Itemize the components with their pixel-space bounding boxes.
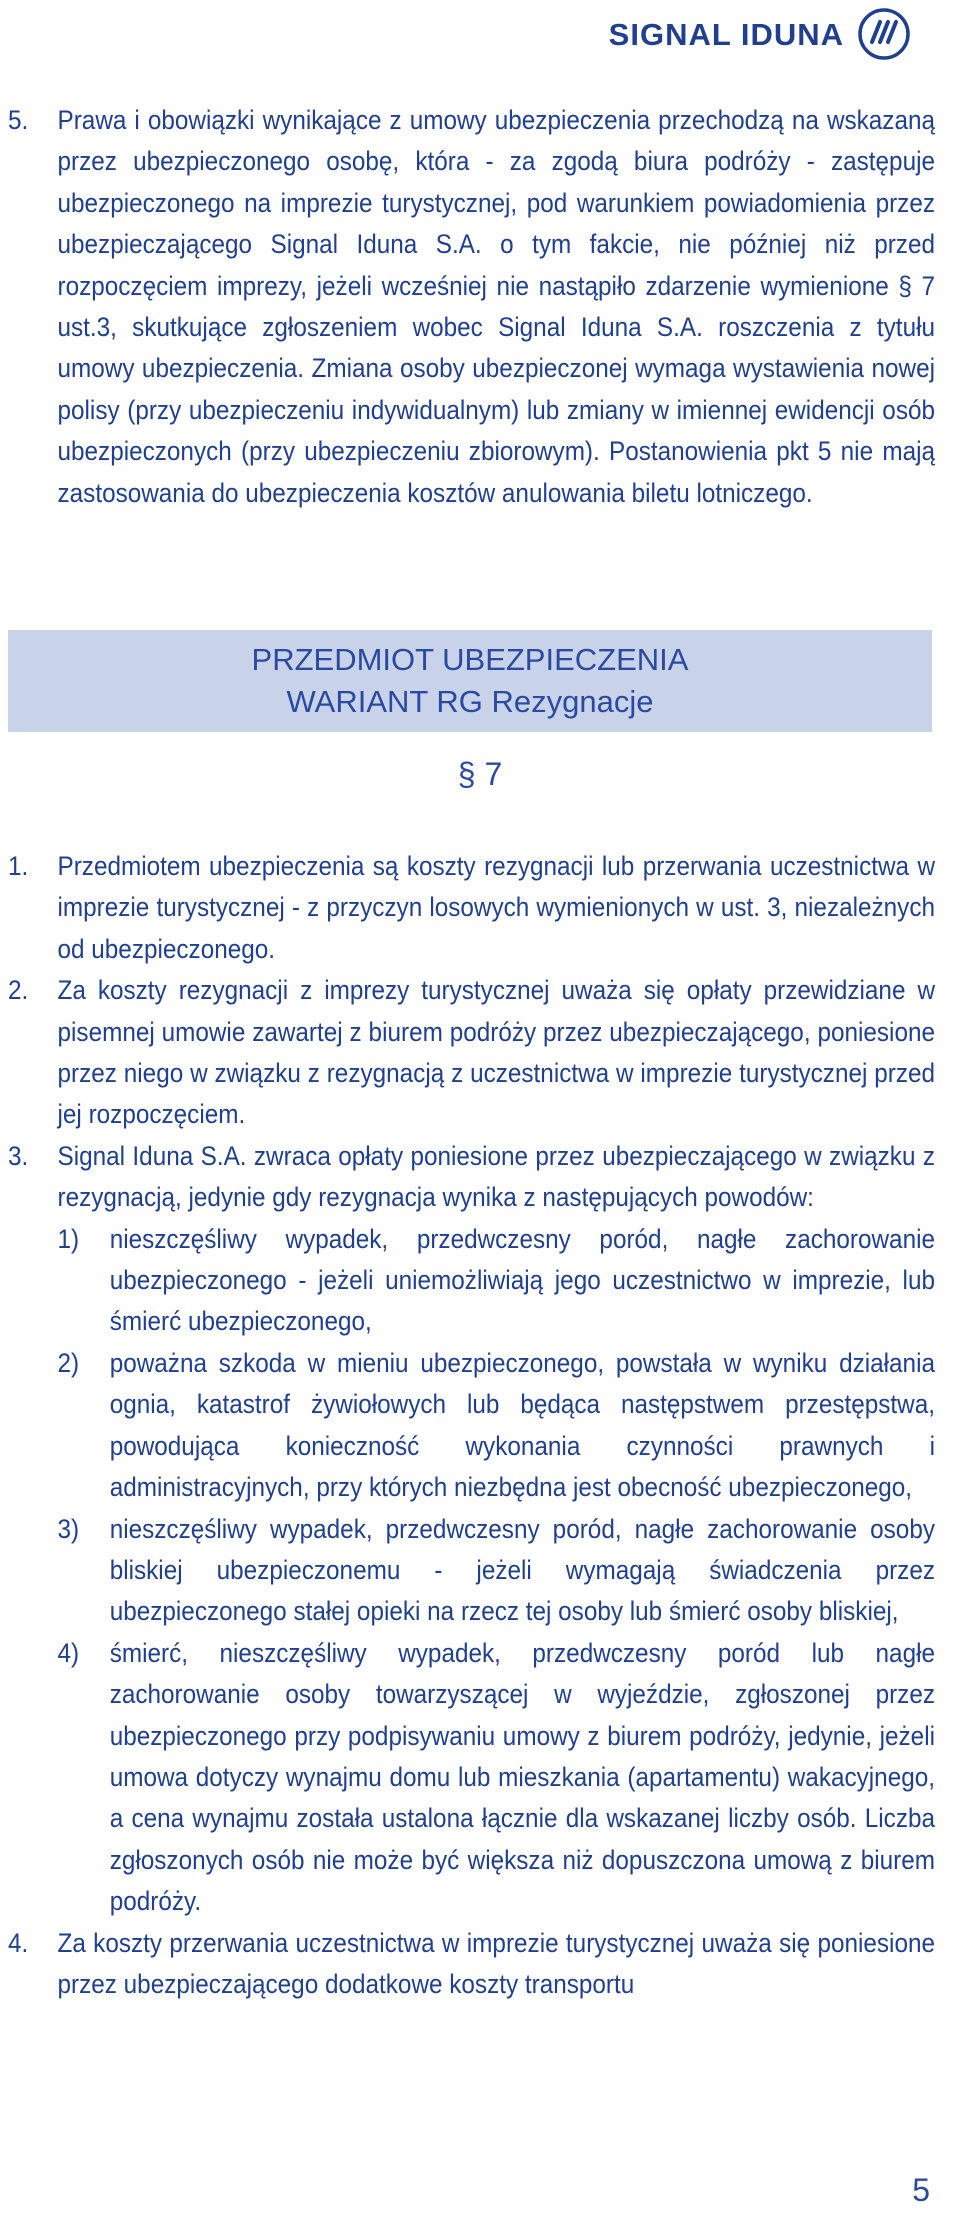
header — [609, 8, 910, 60]
item-text: Za koszty przerwania uczestnictwa w imprezie turystycznej uważa się poniesione przez ubezpieczającego dodatkowe koszty transportu — [57, 1927, 935, 1999]
list-item — [8, 1923, 935, 2006]
list-item — [8, 970, 935, 1136]
list-item — [8, 1136, 935, 1219]
sub-item-text: nieszczęśliwy wypadek, przedwczesny poród, nagłe zachorowanie osoby bliskiej ubezpieczonemu - jeżeli wymagają świadczenia przez ubezpieczonego stałej opieki na rzecz tej osoby lub śmierć osoby bliskiej, — [109, 1513, 935, 1627]
section-7-body — [8, 846, 935, 2005]
signal-iduna-logo-icon — [858, 8, 910, 60]
section-mark: § 7 — [457, 756, 503, 792]
list-item — [8, 846, 935, 970]
sub-item-number: 1) — [57, 1223, 80, 1254]
point-5 — [8, 100, 935, 514]
point-5-block — [8, 100, 935, 514]
sub-item — [8, 1343, 935, 1509]
sub-item-number: 3) — [57, 1513, 80, 1544]
point-number: 5. — [8, 105, 29, 135]
page-number: 5 — [912, 2172, 930, 2208]
item-number: 4. — [8, 1927, 29, 1958]
item-number: 1. — [8, 851, 29, 881]
section-banner — [8, 630, 932, 732]
sub-item — [8, 1633, 935, 1923]
point-text: Prawa i obowiązki wynikające z umowy ubezpieczenia przechodzą na wskazaną przez ubezpieczonego osobę, która - za zgodą biura podróży - zastępuje ubezpieczonego na imprezie turystycznej, pod warunkiem powiadomienia przez ubezpieczającego Signal Iduna S.A. o tym fakcie, nie później niż przed rozpoczęciem imprezy, jeżeli wcześniej nie nastąpiło zdarzenie wymienione § 7 ust.3, skutkujące zgłoszeniem wobec Signal Iduna S.A. roszczenia z tytułu umowy ubezpieczenia. Zmiana osoby ubezpieczonej wymaga wystawienia nowej polisy (przy ubezpieczeniu indywidualnym) lub zmiany w imiennej ewidencji osób ubezpieczonych (przy ubezpieczeniu zbiorowym). Postanowienia pkt 5 nie mają zastosowania do ubezpieczenia kosztów anulowania biletu lotniczego. — [57, 105, 935, 508]
sub-item-number: 4) — [57, 1637, 80, 1668]
sub-item-text: śmierć, nieszczęśliwy wypadek, przedwczesny poród lub nagłe zachorowanie osoby towarzyszącej w wyjeździe, zgłoszonej przez ubezpieczonego przy podpisywaniu umowy z biurem podróży, jedynie, jeżeli umowa dotyczy wynajmu domu lub mieszkania (apartamentu) wakacyjnego, a cena wynajmu została ustalona łącznie dla wskazanej liczby osób. Liczba zgłoszonych osób nie może być większa niż dopuszczona umową z biurem podróży. — [109, 1637, 935, 1917]
item-text: Signal Iduna S.A. zwraca opłaty poniesione przez ubezpieczającego w związku z rezygnacją, jedynie gdy rezygnacja wynika z następujących powodów: — [57, 1140, 935, 1213]
sub-item — [8, 1219, 935, 1343]
banner-title: PRZEDMIOT UBEZPIECZENIA — [251, 642, 689, 677]
item-text: Przedmiotem ubezpieczenia są koszty rezygnacji lub przerwania uczestnictwa w imprezie turystycznej - z przyczyn losowych wymienionych w ust. 3, niezależnych od ubezpieczonego. — [57, 851, 935, 964]
sub-item-text: nieszczęśliwy wypadek, przedwczesny poród, nagłe zachorowanie ubezpieczonego - jeżeli uniemożliwiają jego uczestnictwo w imprezie, lub śmierć ubezpieczonego, — [109, 1223, 935, 1337]
sub-item-text: poważna szkoda w mieniu ubezpieczonego, powstała w wyniku działania ognia, katastrof żywiołowych lub będąca następstwem przestępstwa, powodująca konieczność wykonania czynności prawnych i administracyjnych, przy których niezbędna jest obecność ubezpieczonego, — [109, 1347, 935, 1503]
item-number: 2. — [8, 975, 29, 1006]
sub-item-number: 2) — [57, 1347, 80, 1378]
item-text: Za koszty rezygnacji z imprezy turystycznej uważa się opłaty przewidziane w pisemnej umowie zawartej z biurem podróży przez ubezpieczającego, poniesione przez niego w związku z rezygnacją z uczestnictwa w imprezie turystycznej przed jej rozpoczęciem. — [57, 975, 935, 1130]
sub-item — [8, 1509, 935, 1633]
item-number: 3. — [8, 1140, 29, 1171]
banner-subtitle: WARIANT RG Rezygnacje — [286, 684, 654, 719]
brand-name: SIGNAL IDUNA — [608, 16, 844, 52]
